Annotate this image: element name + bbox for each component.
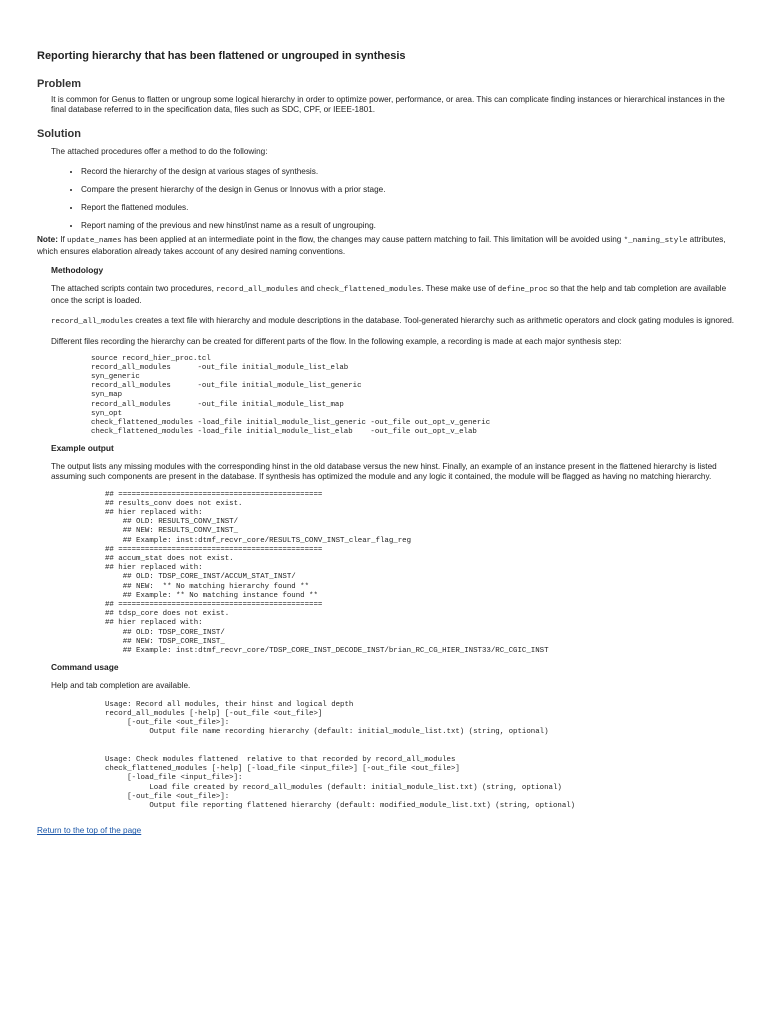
list-item: • Record the hierarchy of the design at various stages of synthesis.	[81, 167, 737, 177]
code-check-flattened-modules: check_flattened_modules	[316, 286, 422, 295]
code-define-proc: define_proc	[497, 286, 548, 295]
problem-section	[51, 95, 737, 114]
note-code-update-names: update_names	[67, 236, 122, 245]
methodology-paragraph-3: Different files recording the hierarchy can be created for different parts of the flow. In the following example, a recording is made at each major synthesis step:	[51, 336, 622, 346]
text-span: creates a text file with hierarchy and module descriptions in the database. Tool-generated hierarchy such as arithmetic operators and clock gating modules is ignored.	[133, 316, 735, 326]
note-text-1: If	[57, 234, 68, 244]
problem-heading: Problem	[37, 78, 82, 90]
text-span: so that the help and tab completion are available once the script is loaded.	[51, 284, 727, 305]
text-span: . These make use of	[421, 284, 498, 294]
list-item: • Report naming of the previous and new hinst/inst name as a result of ungrouping.	[81, 221, 737, 231]
note-label: Note:	[37, 234, 58, 244]
code-record-all-modules: record_all_modules	[216, 286, 299, 295]
text-span: The attached scripts contain two procedures,	[51, 284, 217, 294]
example-output-heading: Example output	[51, 443, 114, 454]
note-text-2: has been applied at an intermediate point in the flow, the changes may cause pattern matching to fail. This limitation will be avoided using	[121, 234, 624, 244]
solution-section	[51, 147, 737, 231]
note-text-3: attributes, which ensures elaboration already takes account of any desired naming conventions.	[37, 234, 726, 256]
article	[37, 50, 737, 838]
command-usage-section	[51, 662, 737, 691]
methodology-heading: Methodology	[51, 265, 104, 276]
example-output-text: The output lists any missing modules with the corresponding hinst in the old database versus the new hinst. Finally, an example of an instance present in the flattened hierarchy is listed assuming such components are present in the database. If synthesis has optimized the module and any logic it contained, the module will be flagged as having no matching hierarchy.	[51, 462, 717, 481]
command-usage-code-block: Usage: Record all modules, their hinst and logical depth record_all_modules [-help] [-out_file <out_file>] [-out_file <out_file>]: Output file name recording hierarchy (default: initial_module_list.txt) (string, optional) Usage: Check modules flattened relative to that recorded by record_all_modules check_flattened_modules [-help] [-load_file <input_file>] [-out_file <out_file>] [-load_file <input_file>]: Load file created by record_all_modules (default: initial_module_list.txt) (string, optional) [-out_file <out_file>]: Output file reporting flattened hierarchy (default: modified_module_list.txt) (string, optional)	[105, 700, 576, 810]
return-to-top-link[interactable]: Return to the top of the page	[37, 826, 142, 836]
methodology-code-block: source record_hier_proc.tcl record_all_modules -out_file initial_module_list_elab syn_generic record_all_modules -out_file initial_module_list_generic syn_map record_all_modules -out_file initial_module_list_map syn_opt check_flattened_modules -load_file initial_module_list_generic -out_file out_opt_v_generic check_flattened_modules -load_file initial_module_list_elab -out_file out_opt_v_elab	[91, 354, 491, 437]
command-usage-heading: Command usage	[51, 662, 119, 673]
methodology-paragraph-2	[51, 316, 737, 328]
methodology-paragraph-1	[51, 284, 737, 305]
example-output-code-block: ## ============================================== ## results_conv does not exist. ## hier replaced with: ## OLD: RESULTS_CONV_INST/ ## NEW: RESULTS_CONV_INST_ ## Example: inst:dtmf_recvr_core/RESULTS_CONV_INST_clear_flag_reg ## ============================================== ## accum_stat does not exist. ## hier replaced with: ## OLD: TDSP_CORE_INST/ACCUM_STAT_INST/ ## NEW: ** No matching hierarchy found ** ## Example: ** No matching instance found ** ## ============================================== ## tdsp_core does not exist. ## hier replaced with: ## OLD: TDSP_CORE_INST/ ## NEW: TDSP_CORE_INST_ ## Example: inst:dtmf_recvr_core/TDSP_CORE_INST_DECODE_INST/brian_RC_CG_HIER_INST33/RC_CGIC_INST	[105, 490, 549, 655]
methodology-section	[51, 265, 737, 346]
list-item: • Compare the present hierarchy of the design in Genus or Innovus with a prior stage.	[81, 185, 737, 195]
problem-text: It is common for Genus to flatten or ungroup some logical hierarchy in order to optimize power, performance, or area. This can complicate finding instances or hierarchical instances in the final database referred to in the specification data, files such as SDC, CPF, or IEEE-1801.	[51, 95, 725, 114]
command-usage-text: Help and tab completion are available.	[51, 681, 191, 691]
text-span: and	[298, 284, 317, 294]
solution-bullet-list	[51, 167, 737, 231]
list-item: • Report the flattened modules.	[81, 203, 737, 213]
page-title: Reporting hierarchy that has been flattened or ungrouped in synthesis	[37, 50, 406, 62]
note-paragraph	[37, 235, 737, 256]
solution-heading: Solution	[37, 128, 81, 141]
note-code-naming-style: *_naming_style	[623, 236, 688, 245]
example-output-section	[51, 443, 737, 481]
code-record-all-modules-2: record_all_modules	[51, 318, 134, 327]
solution-intro: The attached procedures offer a method to do the following:	[51, 147, 268, 157]
